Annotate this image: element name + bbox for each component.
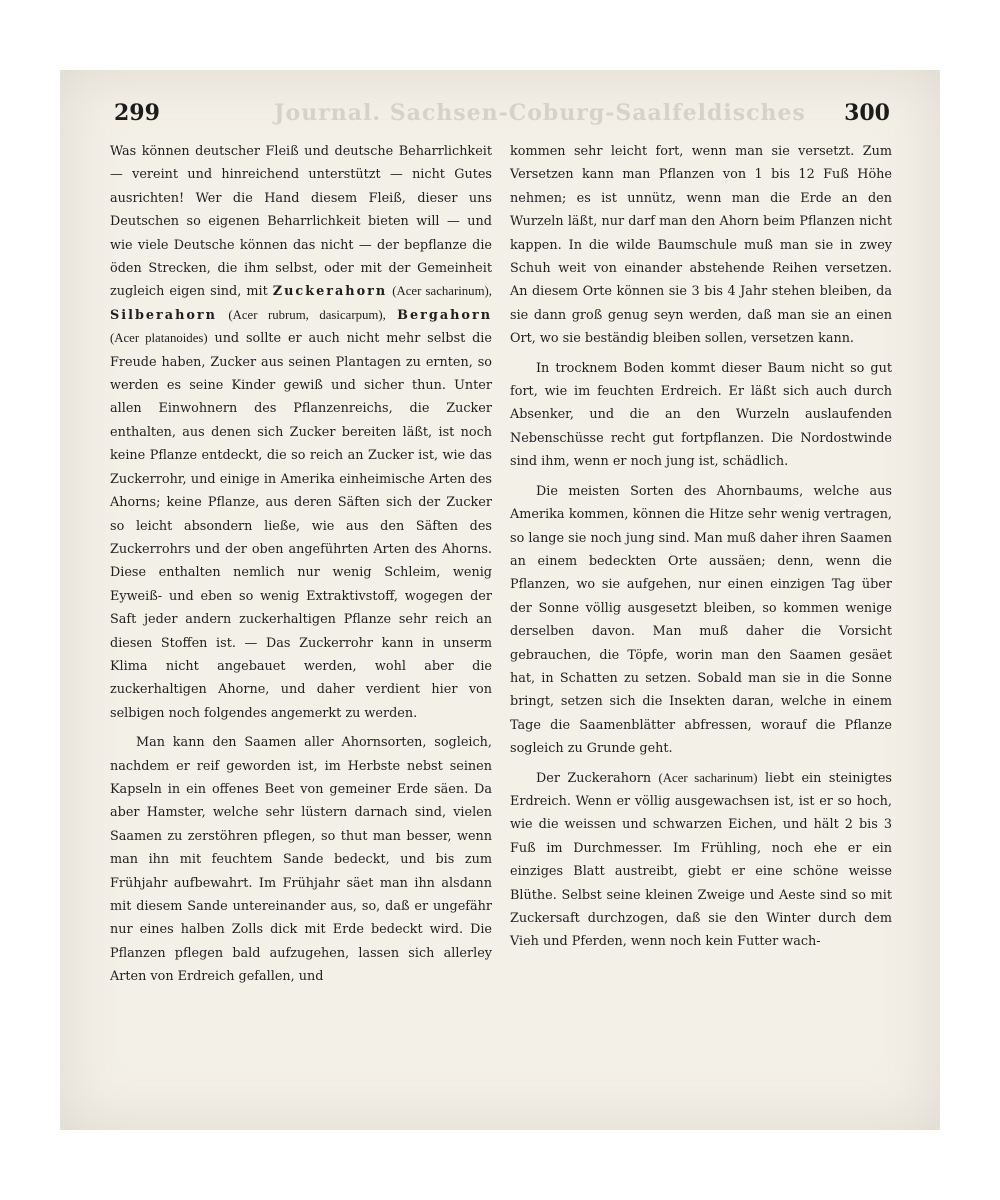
left-p1-text-2: und sollte er auch nicht mehr selbst die Freude haben, Zucker aus seinen Plantagen zu ernten, so werden es seine Kinder gewiß und sicher thun. Unter allen Einwohnern des Pflanzenreichs, die Zucker enthalten, aus denen sich Zucker bereiten läßt, ist noch keine Pflanze entdeckt, die so reich an Zucker ist, wie das Zuckerrohr, und einige in Amerika einheimische Arten des Ahorns; keine Pflanze, aus deren Säften sich der Zucker so leicht absondern ließe, wie aus den Säften des Zuckerrohrs und der oben angeführten Arten des Ahorns. Diese enthalten nemlich nur wenig Schleim, wenig Eyweiß- und eben so wenig Extraktivstoff, wogegen der Saft jeder andern zuckerhaltigen Pflanze sehr reich an diesen Stoffen ist. — Das Zuckerrohr kann in unserm Klima nicht angebauet werden, wohl aber die zuckerhaltigen Ahorne, und daher verdient hier von selbigen noch folgendes angemerkt zu werden. [110,331,492,721]
term-zuckerahorn: Zuckerahorn [272,284,388,300]
right-p4-text-2: liebt ein steinigtes Erdreich. Wenn er völlig ausgewachsen ist, ist er so hoch, wie die weissen und schwarzen Eichen, und hält 2 bis 3 Fuß im Durchmesser. Im Frühling, noch ehe er ein einziges Blatt austreibt, giebt er eine schöne weisse Blüthe. Selbst seine kleinen Zweige und Aeste sind so mit Zuckersaft durchzogen, daß sie den Winter durch dem Vieh und Pferden, wenn noch kein Futter wach- [510,770,893,950]
book-page [60,70,940,1130]
right-paragraph-2: In trocknem Boden kommt dieser Baum nicht so gut fort, wie im feuchten Erdreich. Er läßt sich auch durch Absenker, und die an den Wurzeln auslaufenden Nebenschüsse recht gut fortpflanzen. Die Nordostwinde sind ihm, wenn er noch jung ist, schädlich. [510,360,892,470]
right-paragraph-1: kommen sehr leicht fort, wenn man sie versetzt. Zum Versetzen kann man Pflanzen von 1 bis 12 Fuß Höhe nehmen; es ist unnütz, wenn man die Erde an den Wurzeln läßt, nur darf man den Ahorn beim Pflanzen nicht kappen. In die wilde Baumschule muß man sie in zwey Schuh weit von einander abstehende Reihen versetzen. An diesem Orte können sie 3 bis 4 Jahr stehen bleiben, da sie dann groß genug seyn werden, daß man sie an einen Ort, wo sie beständig bleiben sollen, versetzen kann. [510,144,892,347]
left-p1-text-1: Was können deutscher Fleiß und deutsche Beharrlichkeit — vereint und hinreichend unterstützt — nicht Gutes ausrichten! Wer die Hand diesem Fleiß, dieser uns Deutschen so eigenen Beharrlichkeit bieten will — und wie viele Deutsche können das nicht — der bepflanze die öden Strecken, die ihm selbst, oder mit der Gemeinheit zugleich eigen sind, mit [110,144,492,300]
page-number-right: 300 [844,100,890,126]
left-paragraph-2: Man kann den Saamen aller Ahornsorten, sogleich, nachdem er reif geworden ist, im Herbste nebst seinen Kapseln in ein offenes Beet von gemeiner Erde säen. Da aber Hamster, welche sehr lüstern darnach sind, vielen Saamen zu zerstöhren pflegen, so thut man besser, wenn man ihn mit feuchtem Sande bedeckt, und bis zum Frühjahr aufbewahrt. Im Frühjahr säet man ihn alsdann mit diesem Sande untereinander aus, so, daß er ungefähr nur eines halben Zolls dick mit Erde bedeckt wird. Die Pflanzen pflegen bald aufzugehen, lassen sich allerley Arten von Erdreich gefallen, und [110,735,492,985]
left-paragraph-1 [110,140,492,725]
latin-acer-sacharinum: (Acer sacharinum), [392,284,492,299]
right-paragraph-3: Die meisten Sorten des Ahornbaums, welche aus Amerika kommen, können die Hitze sehr wenig vertragen, so lange sie noch jung sind. Man muß daher ihren Saamen an einem bedeckten Orte aussäen; denn, wenn die Pflanzen, wo sie aufgehen, nur einen einzigen Tag über der Sonne völlig ausgesetzt bleiben, so kommen wenige derselben davon. Man muß daher die Vorsicht gebrauchen, die Töpfe, worin man den Saamen gesäet hat, in Schatten zu setzen. Sobald man sie in die Sonne bringt, setzen sich die Insekten daran, welche in einem Tage die Saamenblätter abfressen, worauf die Pflanze sogleich zu Grunde geht. [510,483,892,757]
page-number-left: 299 [114,100,160,126]
latin-acer-rubrum: (Acer rubrum, dasicarpum), [228,307,386,322]
term-silberahorn: Silberahorn [110,307,217,323]
right-p4-text-1: Der Zuckerahorn [536,770,652,786]
term-bergahorn: Bergahorn [397,307,492,323]
right-column [510,140,892,960]
running-head: Journal. Sachsen-Coburg-Saalfeldisches [274,100,806,126]
left-column [110,140,492,995]
right-paragraph-4 [510,767,892,954]
latin-acer-sacharinum-2: (Acer sacharinum) [658,770,758,785]
latin-acer-platanoides: (Acer platanoides) [110,331,208,346]
